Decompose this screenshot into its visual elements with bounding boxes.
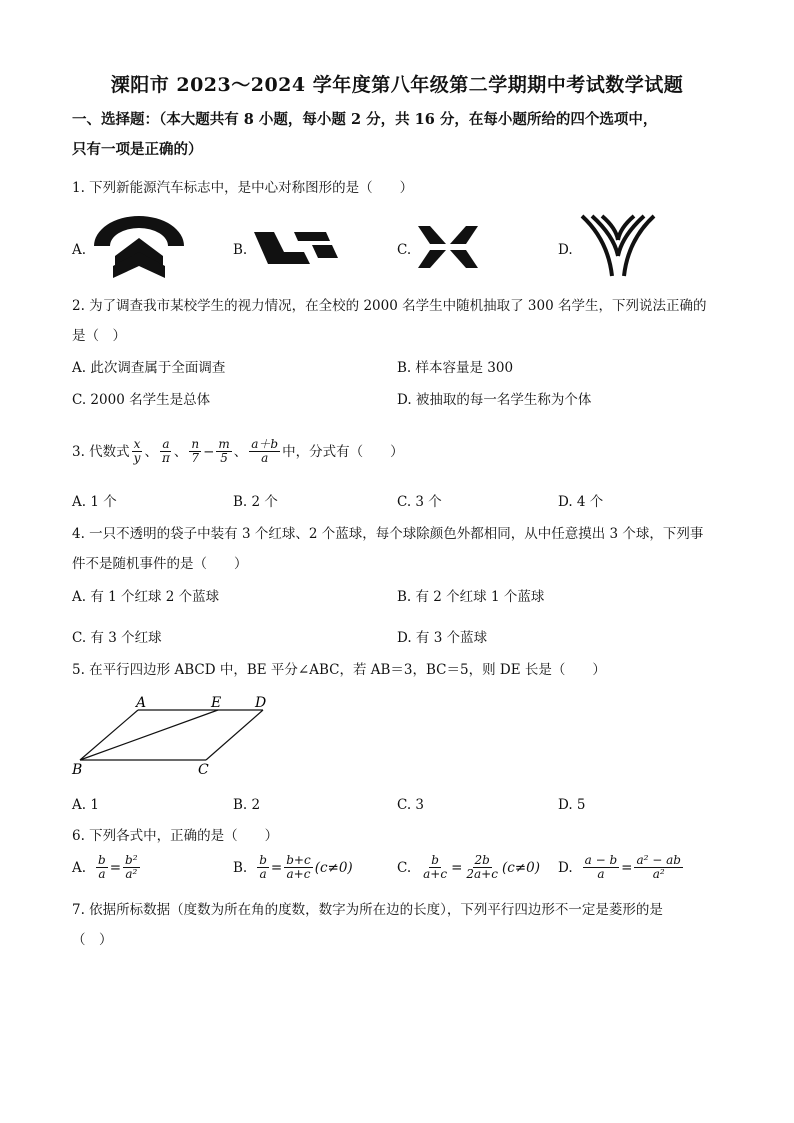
q4-option-d: D. 有 3 个蓝球 xyxy=(397,630,488,646)
q3-option-c: C. 3 个 xyxy=(397,494,442,510)
q6-option-d: D. $\frac{a - b}{a}$ = $\frac{\text{a² − ab}}{\text{a²}}$ xyxy=(558,853,681,881)
q3-option-a: A. 1 个 xyxy=(72,494,117,510)
logo-c-image xyxy=(416,224,480,270)
q6-option-a: A. $\frac{b}{a}$ = $\frac{\text{b²}}{\text{a²}}$ xyxy=(72,853,138,881)
q4-stem-line2: 件不是随机事件的是（ ） xyxy=(72,556,248,572)
q3-option-b: B. 2 个 xyxy=(233,494,278,510)
q3-prefix: 3. 代数式 xyxy=(72,443,130,460)
q1-option-c-label: C. xyxy=(397,242,412,258)
q5-option-c: C. 3 xyxy=(397,797,425,813)
q7-stem-line1: 7. 依据所标数据（度数为所在角的度数，数字为所在边的长度），下列平行四边形不一定是菱形的是 xyxy=(72,902,663,918)
logo-d-image xyxy=(578,212,658,278)
logo-b-image xyxy=(254,228,344,268)
vertex-label-c: C xyxy=(198,762,209,778)
q4-stem-line1: 4. 一只不透明的袋子中装有 3 个红球、2 个蓝球，每个球除颜色外都相同，从中任意摸出 3 个球，下列事 xyxy=(72,526,704,542)
q2-option-a: A. 此次调查属于全面调查 xyxy=(72,360,226,376)
q6-option-b: B. $\frac{b}{a}$ = $\frac{b+c}{a+c}$ (c≠0) xyxy=(233,853,353,881)
q2-option-b: B. 样本容量是 300 xyxy=(397,360,514,376)
q2-option-c: C. 2000 名学生是总体 xyxy=(72,392,211,408)
q1-stem: 1. 下列新能源汽车标志中，是中心对称图形的是（ ） xyxy=(72,180,414,196)
q5-option-b: B. 2 xyxy=(233,797,261,813)
q5-option-d: D. 5 xyxy=(558,797,586,813)
q3-fraction-3b: $\frac{m}{5}$ xyxy=(218,437,230,465)
q2-stem-line2: 是（ ） xyxy=(72,328,126,344)
section-heading-line2: 只有一项是正确的） xyxy=(72,141,203,158)
logo-a-image xyxy=(88,216,190,280)
q5-option-a: A. 1 xyxy=(72,797,99,813)
page-title: 溧阳市 2023～2024 学年度第八年级第二学期期中考试数学试题 xyxy=(110,74,684,96)
q5-stem: 5. 在平行四边形 ABCD 中，BE 平分∠ABC，若 AB＝3，BC＝5，则 DE 长是（ ） xyxy=(72,662,606,678)
q7-stem-line2: （ ） xyxy=(72,932,113,948)
q3-fraction-2: $\frac{a}{\pi}$ xyxy=(161,437,170,465)
q6-option-c: C. $\frac{b}{a+c}$ = $\frac{2b}{2a+c}$ (c≠0) xyxy=(397,853,540,881)
q6-stem: 6. 下列各式中，正确的是（ ） xyxy=(72,828,279,844)
q1-option-a-label: A. xyxy=(72,242,87,258)
q4-option-c: C. 有 3 个红球 xyxy=(72,630,162,646)
q3-fraction-4: $\frac{a+b}{a}$ xyxy=(251,437,279,465)
q4-option-a: A. 有 1 个红球 2 个蓝球 xyxy=(72,589,220,605)
q3-stem: 3. 代数式 $\frac{x}{y}$ 、 $\frac{a}{\pi}$ 、 $\frac{n}{7}$ − $\frac{m}{5}$ 、 $\frac{a+b}{a}$ 中，分式有（ ） xyxy=(72,437,404,465)
vertex-label-b: B xyxy=(72,762,83,778)
q3-fraction-3a: $\frac{n}{7}$ xyxy=(191,437,200,465)
vertex-label-a: A xyxy=(136,695,147,711)
q1-option-b-label: B. xyxy=(233,242,248,258)
q3-fraction-1: $\frac{x}{y}$ xyxy=(133,437,141,465)
q1-option-d-label: D. xyxy=(558,242,573,258)
q3-suffix: 中，分式有（ ） xyxy=(282,443,404,460)
vertex-label-d: D xyxy=(255,695,267,711)
q4-option-b: B. 有 2 个红球 1 个蓝球 xyxy=(397,589,545,605)
q2-option-d: D. 被抽取的每一名学生称为个体 xyxy=(397,392,592,408)
vertex-label-e: E xyxy=(211,695,222,711)
q2-stem-line1: 2. 为了调查我市某校学生的视力情况，在全校的 2000 名学生中随机抽取了 300 名学生，下列说法正确的 xyxy=(72,298,707,314)
q3-option-d: D. 4 个 xyxy=(558,494,604,510)
section-heading-line1: 一、选择题：（本大题共有 8 小题，每小题 2 分，共 16 分，在每小题所给的四个选项中， xyxy=(72,111,658,128)
parallelogram-figure xyxy=(68,690,278,780)
